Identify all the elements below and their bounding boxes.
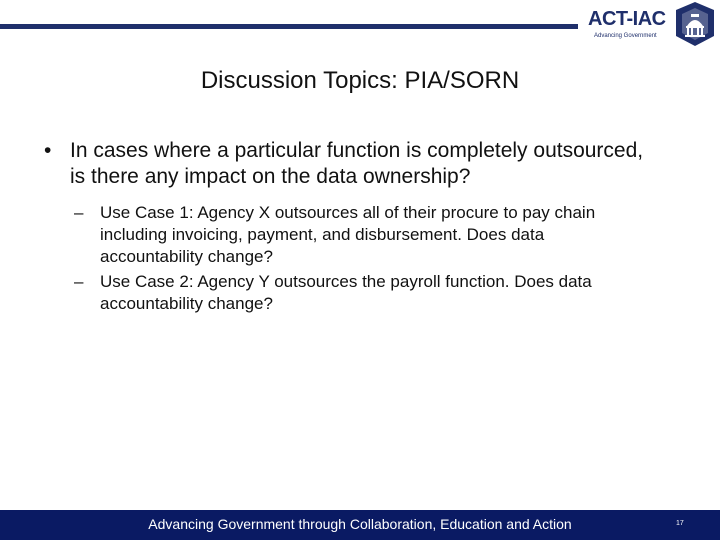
- use-case-1-text: Use Case 1: Agency X outsources all of their procure to pay chain including invoicing, payment, and disbursement. Does data accountability change?: [100, 203, 596, 266]
- bullet-glyph: •: [44, 139, 52, 162]
- act-iac-logo: [584, 2, 720, 46]
- bullet-text: In cases where a particular function is completely outsourced, is there any impact on the data ownership?: [70, 139, 644, 188]
- dash-glyph: –: [74, 203, 84, 222]
- page-number: 17: [676, 520, 684, 527]
- logo-wordmark: ACT-IAC: [588, 8, 666, 30]
- sub-bullet-item: [74, 271, 684, 315]
- dash-glyph: –: [74, 272, 84, 291]
- use-case-2-text: Use Case 2: Agency Y outsources the payroll function. Does data accountability change?: [100, 272, 592, 313]
- capitol-dome-icon: [672, 2, 718, 46]
- footer-bar: [0, 510, 720, 540]
- header-rule: [0, 24, 578, 29]
- sub-bullet-item: [74, 202, 684, 268]
- slide-body: [44, 138, 684, 318]
- sub-bullet-list: [74, 202, 684, 315]
- footer-tagline: Advancing Government through Collaboration, Education and Action: [148, 516, 572, 532]
- logo-tagline: Advancing Government: [594, 33, 657, 39]
- slide-title: Discussion Topics: PIA/SORN: [200, 67, 520, 94]
- bullet-item: [44, 138, 684, 190]
